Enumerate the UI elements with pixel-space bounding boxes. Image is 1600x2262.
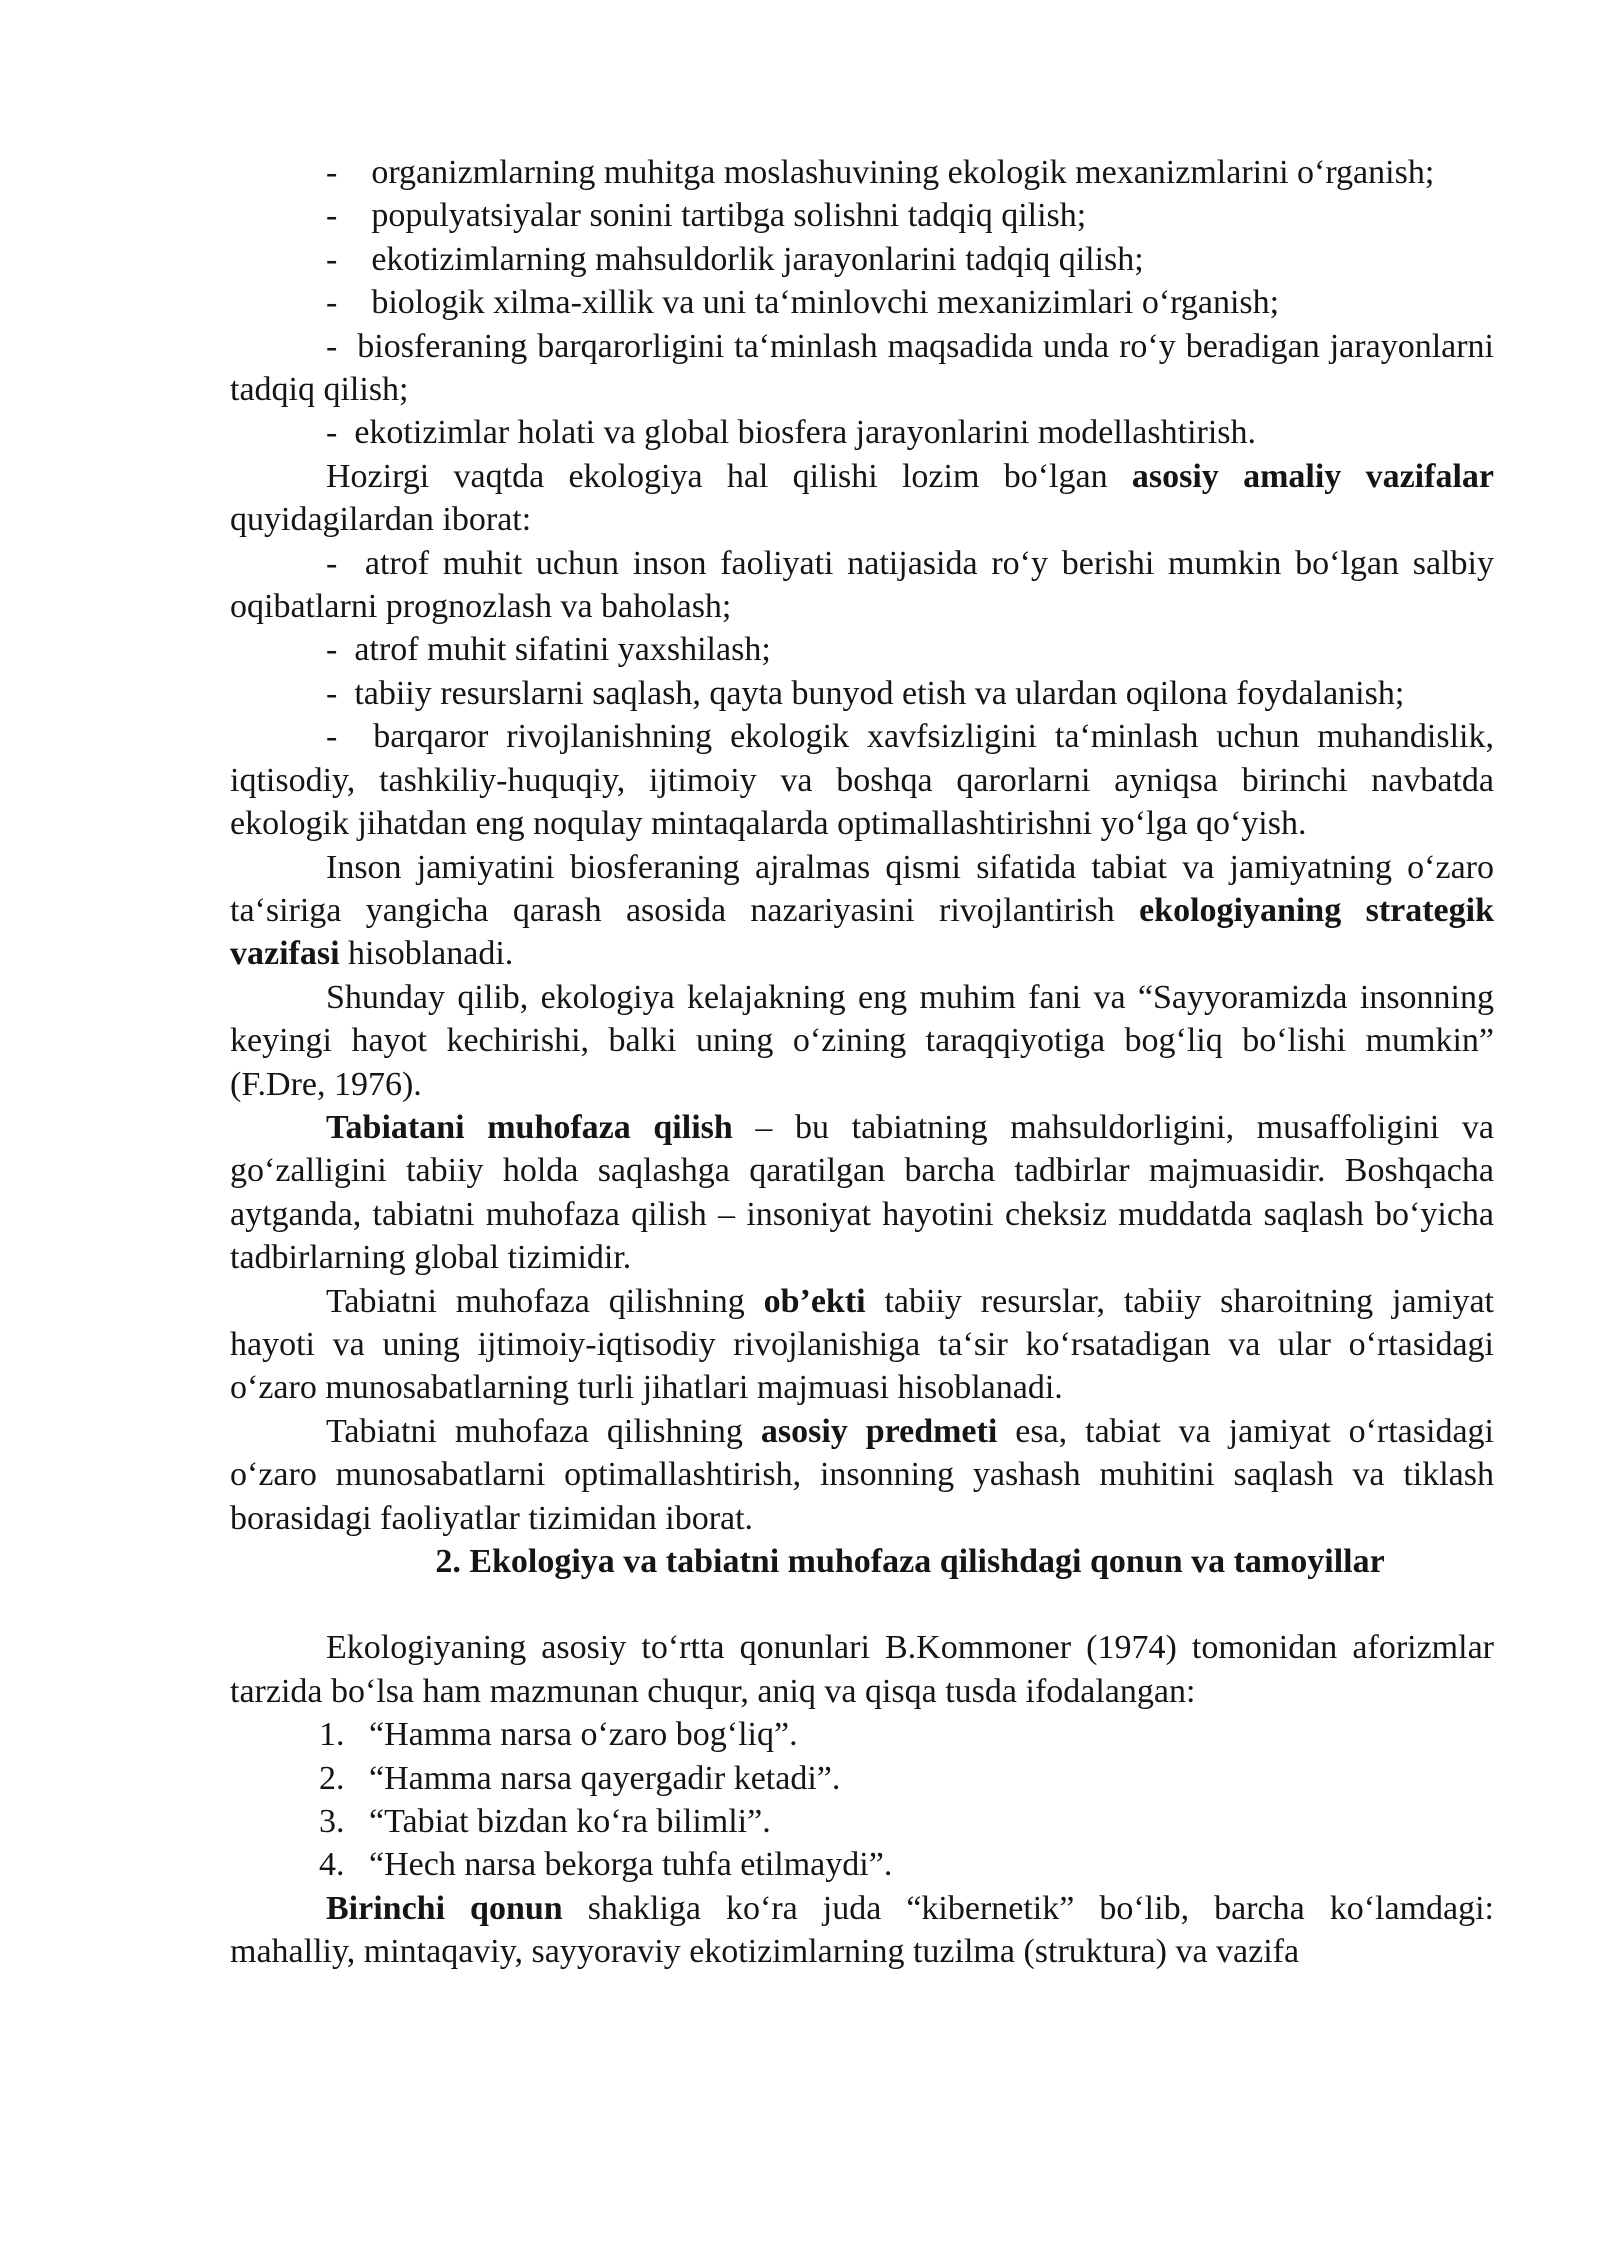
paragraph-object: Tabiatni muhofaza qilishning ob’ekti tabiiy resurslar, tabiiy sharoitning jamiyat hayoti va uning ijtimoiy-iqtisodiy rivojlanishiga ta‘sir ko‘rsatadigan va ular o‘rtasidagi o‘zaro munosabatlarning turli jihatlari majmuasi hisoblanadi. [230,1282,1494,1407]
paragraph-conclusion: Shunday qilib, ekologiya kelajakning eng muhim fani va “Sayyoramizda insonning keyingi hayot kechirishi, balki uning o‘zining taraqqiyotiga bog‘liq bo‘lishi mumkin” (F.Dre, 1976). [230,978,1494,1103]
paragraph-strategic: Inson jamiyatini biosferaning ajralmas qismi sifatida tabiat va jamiyatning o‘zaro ta‘siriga yangicha qarash asosida nazariyasini rivojlantirish ekologiyaning strategik vazifasi hisoblanadi. [230,848,1495,973]
paragraph-definition: Tabiatani muhofaza qilish – bu tabiatning mahsuldorligini, musaffoligini va go‘zalligini tabiiy holda saqlashga qaratilgan barcha tadbirlar majmuasidir. Boshqacha aytganda, tabiatni muhofaza qilish – insoniyat hayotini cheksiz muddatda saqlash bo‘yicha tadbirlarning global tizimidir. [230,1108,1494,1277]
paragraph-subject: Tabiatni muhofaza qilishning asosiy predmeti esa, tabiat va jamiyat o‘rtasidagi o‘zaro munosabatlarni optimallashtirish, insonning yashash muhitini saqlash va tiklash borasidagi faoliyatlar tizimidan iborat. [230,1412,1494,1537]
bullet-text: atrof muhit sifatini yaxshilash; [354,631,771,669]
bold-term: ob’ekti [763,1282,866,1320]
list-item [319,1843,1494,1886]
list-number: 4. [319,1846,345,1884]
bullet-item: - biologik xilma-xillik va uni ta‘minlovchi mexanizimlari o‘rganish; [326,284,1280,322]
bullet-text: ekotizimlar holati va global biosfera jarayonlarini modellashtirish. [354,414,1257,452]
list-text: “Tabiat bizdan ko‘ra bilimli”. [369,1803,771,1841]
bullet-item: - ekotizimlar holati va global biosfera jarayonlarini modellashtirish. [326,414,1257,452]
bullet-item: - atrof muhit sifatini yaxshilash; [326,631,771,669]
document-page [230,151,1494,1974]
bullet-item: - tabiiy resurslarni saqlash, qayta bunyod etish va ulardan oqilona foydalanish; [326,674,1405,712]
list-number: 3. [319,1803,345,1841]
bold-term: Birinchi qonun [326,1889,563,1927]
bold-term: asosiy amaliy vazifalar [1131,457,1494,495]
bullet-text: biologik xilma-xillik va uni ta‘minlovchi mexanizimlari o‘rganish; [371,284,1280,322]
bullet-text: atrof muhit uchun inson faoliyati natijasida ro‘y berishi mumkin bo‘lgan salbiy oqibatlarni prognozlash va baholash; [230,544,1494,626]
bullet-text: populyatsiyalar sonini tartibga solishni tadqiq qilish; [371,197,1087,235]
list-number: 1. [319,1716,345,1754]
bullet-text: barqaror rivojlanishning ekologik xavfsizligini ta‘minlash uchun muhandislik, iqtisodiy, tashkiliy-huquqiy, ijtimoiy va boshqa qarorlarni ayniqsa birinchi navbatda ekologik jihatdan eng noqulay mintaqalarda optimallashtirishni yo‘lga qo‘yish. [230,718,1494,843]
list-item [319,1713,1494,1756]
bullet-text: ekotizimlarning mahsuldorlik jarayonlarini tadqiq qilish; [371,240,1144,278]
list-item [319,1800,1494,1843]
bullet-text: tabiiy resurslarni saqlash, qayta bunyod etish va ulardan oqilona foydalanish; [354,674,1405,712]
bold-term: asosiy predmeti [760,1412,998,1450]
list-item [319,1757,1494,1800]
list-text: “Hamma narsa o‘zaro bog‘liq”. [369,1716,798,1754]
bold-term: ekologiyaning strategik vazifasi [230,891,1495,973]
paragraph-tasks: Hozirgi vaqtda ekologiya hal qilishi lozim bo‘lgan asosiy amaliy vazifalar quyidagilardan iborat: [230,457,1494,539]
bold-term: Tabiatani muhofaza qilish [326,1108,733,1146]
list-number: 2. [319,1759,345,1797]
bullet-item: - barqaror rivojlanishning ekologik xavfsizligini ta‘minlash uchun muhandislik, iqtisodiy, tashkiliy-huquqiy, ijtimoiy va boshqa qarorlarni ayniqsa birinchi navbatda ekologik jihatdan eng noqulay mintaqalarda optimallashtirishni yo‘lga qo‘yish. [230,718,1494,843]
bullet-item: - atrof muhit uchun inson faoliyati natijasida ro‘y berishi mumkin bo‘lgan salbiy oqibatlarni prognozlash va baholash; [230,544,1494,626]
list-text: “Hamma narsa qayergadir ketadi”. [369,1759,841,1797]
list-text: “Hech narsa bekorga tuhfa etilmaydi”. [369,1846,893,1884]
bullet-text: biosferaning barqarorligini ta‘minlash maqsadida unda ro‘y beradigan jarayonlarni tadqiq qilish; [230,327,1494,409]
bullet-item: - organizmlarning muhitga moslashuvining ekologik mexanizmlarini o‘rganish; [326,154,1435,191]
bullet-item: - ekotizimlarning mahsuldorlik jarayonlarini tadqiq qilish; [326,240,1144,278]
bullet-item: - biosferaning barqarorligini ta‘minlash maqsadida unda ro‘y beradigan jarayonlarni tadqiq qilish; [230,327,1494,409]
paragraph-laws-intro: Ekologiyaning asosiy to‘rtta qonunlari B.Kommoner (1974) tomonidan aforizmlar tarzida bo‘lsa ham mazmunan chuqur, aniq va qisqa tusda ifodalangan: [230,1629,1494,1710]
bullet-text: organizmlarning muhitga moslashuvining ekologik mexanizmlarini [371,154,1289,191]
bullet-text-continued: o‘rganish; [1297,154,1435,191]
laws-list [230,1713,1494,1887]
bullet-item: - populyatsiyalar sonini tartibga solishni tadqiq qilish; [326,197,1087,235]
paragraph-first-law: Birinchi qonun shakliga ko‘ra juda “kibernetik” bo‘lib, barcha ko‘lamdagi: mahalliy, mintaqaviy, sayyoraviy ekotizimlarning tuzilma (struktura) va vazifa [230,1889,1494,1971]
section-heading: 2. Ekologiya va tabiatni muhofaza qilishdagi qonun va tamoyillar [435,1543,1385,1580]
